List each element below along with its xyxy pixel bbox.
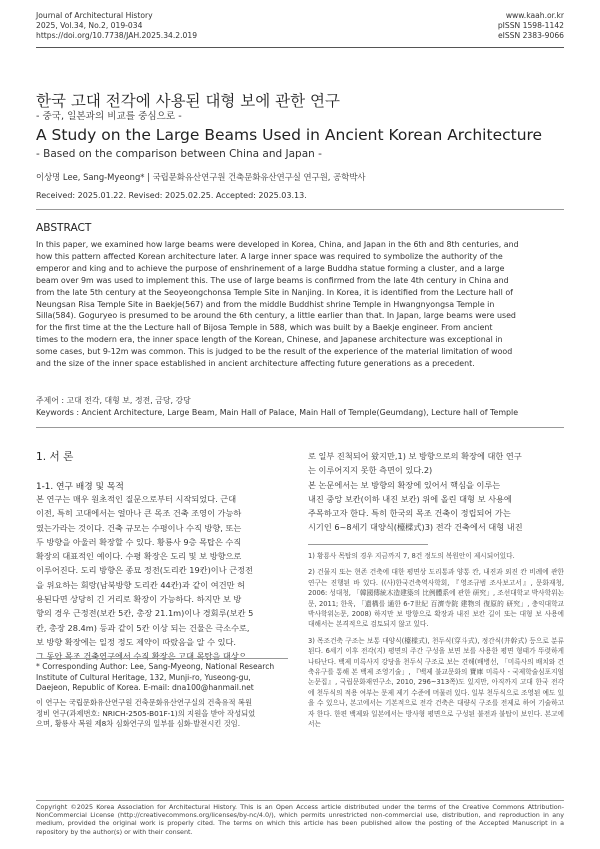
abstract-line: beam over 9m was used to implement this. The use of large beams is confirmed from the late 4th century in China and <box>36 275 509 285</box>
body-line: 그 동안 목조 건축연구에서 수직 확장은 고대 목탑을 대상으 <box>36 651 247 662</box>
body-line: 향의 경우 근정전(보칸 5칸, 총장 21.1m)이나 경회루(보칸 5 <box>36 608 254 619</box>
footer-rule <box>36 800 564 801</box>
footnote-rule <box>308 544 428 545</box>
body-left-column <box>36 492 288 664</box>
title-rule <box>36 209 564 210</box>
header-rule <box>36 47 564 48</box>
journal-volume: 2025, Vol.34, No.2, 019-034 <box>36 21 143 30</box>
title-english: A Study on the Large Beams Used in Ancient Korean Architecture <box>36 126 543 144</box>
website-link[interactable]: www.kaah.or.kr <box>505 11 564 20</box>
footnotes-block <box>308 551 564 730</box>
body-line: 본 논문에서는 보 방향의 확장에 있어서 핵심을 이루는 <box>308 479 501 490</box>
pissn: pISSN 1598-1142 <box>497 21 564 30</box>
subtitle-english: - Based on the comparison between China and Japan - <box>36 148 322 160</box>
corr-line: * Corresponding Author: Lee, Sang-Myeong, National Research <box>36 662 275 671</box>
abstract-line: some cases, but 9-12m was common. This is judged to be the result of the experience of the material limitation of wood <box>36 347 513 357</box>
corr-line: Daejeon, Republic of Korea. E-mail: dna100@hanmail.net <box>36 683 254 693</box>
abstract-line: In this paper, we examined how large beams were developed in Korea, China, and Japan in the 6th and 8th centuries, and <box>36 240 519 249</box>
abstract-line: for the first time at the the Lecture hall of Bijosa Temple in 588, which was built by a Baekje engineer. From ancient <box>36 323 493 333</box>
doi-link[interactable]: https://doi.org/10.7738/JAH.2025.34.2.019 <box>36 31 198 40</box>
abstract-line: Neungsan Risa Temple Site in Baekje(567) and from the middle Buddhist shrine Temple in Hwangnyongsa Temple in <box>36 299 495 309</box>
abstract-line: from the late 5th century at the Seoyeongchonsa Temple Site in Nanjing. In Korea, it is identified from the Lecture hall of <box>36 287 513 297</box>
body-line: 확장의 대표적인 예이다. 수평 확장은 도리 및 보 방향으로 <box>36 551 242 562</box>
issn-block <box>364 11 564 41</box>
subtitle-korean: - 중국, 일본과의 비교를 중심으로 - <box>36 111 182 122</box>
subsection-heading: 1-1. 연구 배경 및 목적 <box>36 482 124 492</box>
body-right-column <box>308 449 564 535</box>
body-line: 는 이루어지지 못한 측면이 있다.2) <box>308 465 433 476</box>
abstract-heading: ABSTRACT <box>36 222 92 234</box>
keywords-block <box>36 395 564 419</box>
body-line: 두 방향을 아울러 확장할 수 있다. 황룡사 9층 목탑은 수직 <box>36 536 242 547</box>
body-line: 이루어진다. 도리 방향은 종묘 정전(도리칸 19칸)이나 근정전 <box>36 565 253 576</box>
abstract-line: emperor and king and to achieve the purpose of enshrinement of a large Buddha statue forming a cluster, and a large <box>36 263 505 273</box>
body-line: 로 일부 진척되어 왔지만,1) 보 방향으로의 확장에 대한 연구 <box>308 451 522 461</box>
body-line: 을 위요하는 회랑(남북방향 도리칸 44칸)과 같이 여건만 허 <box>36 579 246 590</box>
corr-line: Institute of Cultural Heritage, 132, Munji-ro, Yuseong-gu, <box>36 672 251 682</box>
keywords-english: Keywords : Ancient Architecture, Large Beam, Main Hall of Palace, Main Hall of Temple(Geumdang), Lecture hall of Temple <box>36 408 519 417</box>
footnote: 1) 황룡사 목탑의 경우 지금까지 7, 8건 정도의 복원안이 제시되어있다. <box>308 552 515 560</box>
funding-line: 이 연구는 국립문화유산연구원 건축문화유산연구실의 건축유적 복원 <box>36 698 253 707</box>
abstract-line: and the size of the inner space established in ancient architecture affecting future generations as a precedent. <box>36 359 475 369</box>
body-line: 용된다면 상당히 긴 거리로 확장이 가능하다. 하지만 보 방 <box>36 594 242 605</box>
funding-line: 으며, 황룡사 복원 제8차 심화연구의 일부를 심화·발전시킨 것임. <box>36 719 241 729</box>
title-korean: 한국 고대 전각에 사용된 대형 보에 관한 연구 <box>36 92 341 110</box>
body-line: 내진 중앙 보칸(이하 내진 보칸) 위에 올린 대형 보 사용에 <box>308 493 512 504</box>
keywords-rule <box>36 427 564 428</box>
abstract-line: Silla(584). Goguryeo is presumed to be around the 6th century, a little earlier than that. In Japan, large beams were used <box>36 311 516 321</box>
eissn: eISSN 2383-9066 <box>497 31 564 40</box>
funding-line: 정비 연구(과제번호: NRICH-2505-B01F-1)의 지원을 받아 작성되었 <box>36 708 256 718</box>
body-line: 본 연구는 매우 원초적인 질문으로부터 시작되었다. 근대 <box>36 494 237 504</box>
footnote: 2) 건물지 또는 현존 건축에 대한 평면상 도리통과 양통 칸, 내진과 외진 칸 비례에 관한 연구는 진행된 바 있다. ((사)한국건축역사학회, 『영조규범 조사보고서』, 문화재청, 2006: 성대청, 「韓國傳統木造建築의 比例體系에 관한 研究」, 조선대학교 박사학위논문, 2011; 한욱, 「遺構를 通한 6-7世紀 百濟寺院 建物의 復原的 研究」, 충익대학교 박사학위논문, 2008) 하지만 보 방향으로 확장과 내진 보칸 길이 또는 대형 보 사용에 대해서는 본격적으로 검토되지 않고 있다. <box>308 568 564 629</box>
abstract-line: how this pattern affected Korean architecture later. A large inner space was required to symbolize the authority of the <box>36 251 503 261</box>
body-line: 였는가라는 것이다. 건축 규모는 수평이나 수직 방향, 또는 <box>36 522 242 533</box>
abstract-body <box>36 239 564 370</box>
funding-block <box>36 698 288 730</box>
journal-header <box>36 11 336 41</box>
body-line: 이전, 특히 고대에서는 얼마나 큰 목조 건축 조영이 가능하 <box>36 508 242 519</box>
section-heading: 1. 서 론 <box>36 451 74 463</box>
copyright-notice: Copyright ©2025 Korea Association for Architectural History. This is an Open Access article distributed under the terms of the Creative Commons Attribution-NonCommercial License (http://creativecommons.org/licenses/by-nc/4.0/), which permits unrestricted non-commercial use, distribution, and reproduction in any medium, provided the original work is properly cited. The terms on which this article has been published allow the posting of the Accepted Manuscript in a repository by the author(s) or with their consent. <box>36 803 564 836</box>
correspondence-block <box>36 662 288 694</box>
corr-rule <box>36 658 288 659</box>
body-line: 보 방향 확장에는 일정 정도 제약이 따랐음을 알 수 있다. <box>36 636 237 647</box>
footnote: 3) 목조건축 구조는 보통 대양식(檯樑式), 천두식(穿斗式), 정간식(井幹式) 등으로 분류된다. 6세기 이후 전각(지) 평면의 주간 구성을 보면 보를 사용한 평면 형태가 뚜렷하게 나타난다. 백제 미륵사지 강당을 천두식 구조로 보는 견해(배병선, 「미륵사의 배치와 건축유구를 통해 본 백제 조영기술」, 『백제 불교문화의 寶庫 미륵사 - 국제학술심포지엄논문집』, 국립문화재연구소, 2010, 296~313쪽)도 있지만, 아직까지 고대 한국 전각에 천두식의 적용 여부는 문제 제기 수준에 머물러 있다. 일부 천두식으로 조영된 예도 있을 수 있으나, 본고에서는 기본적으로 전각 건축은 대량식 구조를 전제로 하여 기술하고자 한다. 한편 백제와 일본에서는 방사형 평면으로 구성된 불전과 불탑이 보인다. 본고에서는 <box>308 636 564 729</box>
keywords-korean: 주제어 : 고대 전각, 대형 보, 정전, 금당, 강당 <box>36 396 191 405</box>
author-line: 이상명 Lee, Sang-Myeong* | 국립문화유산연구원 건축문화유산연구실 연구원, 공학박사 <box>36 172 366 182</box>
journal-name: Journal of Architectural History <box>36 11 153 20</box>
body-line: 주목하고자 한다. 특히 한국의 목조 건축이 정립되어 가는 <box>308 508 511 519</box>
submission-dates: Received: 2025.01.22. Revised: 2025.02.25. Accepted: 2025.03.13. <box>36 191 307 200</box>
body-line: 칸, 총장 28.4m) 등과 같이 5칸 이상 되는 건물은 극소수로, <box>36 622 250 633</box>
body-line: 시기인 6~8세기 대양식(檯樑式)3) 전각 건축에서 대형 내진 <box>308 522 523 533</box>
abstract-line: times to the modern era, the inner space length of the Korean, Chinese, and Japanese architecture was exceptional in <box>36 335 503 345</box>
